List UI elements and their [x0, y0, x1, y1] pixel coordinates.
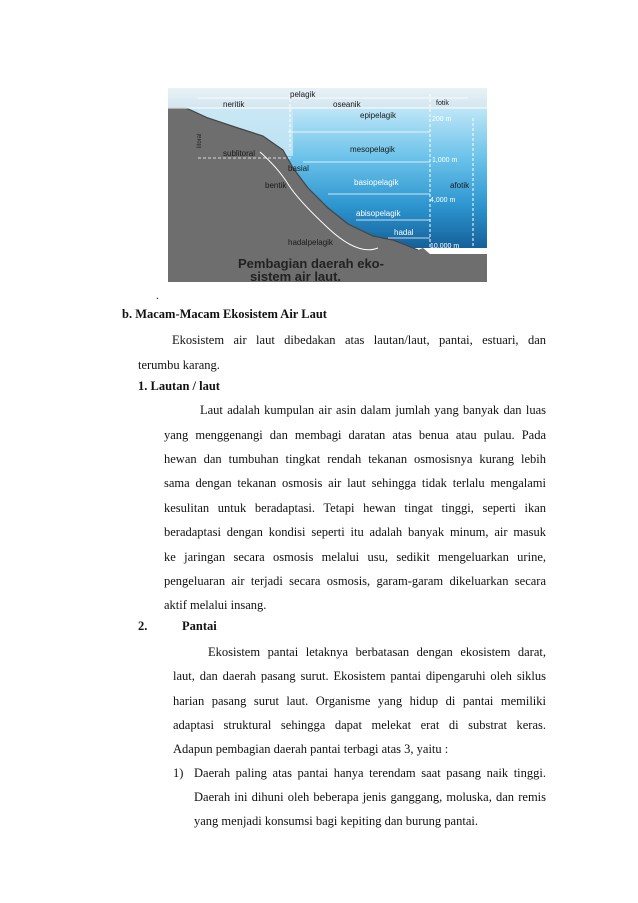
label-oseanik: oseanik: [333, 100, 361, 109]
sub1-line-8: pengeluaran air terjadi secara osmosis, garam-garam dikeluarkan secara: [164, 574, 546, 588]
sub2-item1-number: 1): [173, 766, 184, 780]
sub2-line-5: Adapun pembagian daerah pantai terbagi atas 3, yaitu :: [173, 742, 449, 756]
sub1-line-7: ke jaringan secara osmosis melalui usu, sedikit mengeluarkan urine,: [164, 550, 546, 564]
label-mesopelagik: mesopelagik: [350, 145, 395, 154]
figure-caption-line2: sistem air laut.: [250, 269, 342, 282]
label-4000m: 4,000 m: [430, 197, 456, 204]
sub2-item1-line-1: Daerah paling atas pantai hanya terendam saat pasang naik tinggi.: [194, 766, 546, 780]
sub2-number: 2.: [138, 619, 148, 633]
label-bentik: bentik: [265, 181, 287, 190]
label-hadalpelagik: hadalpelagik: [288, 238, 333, 247]
sub1-line-1: Laut adalah kumpulan air asin dalam jumlah yang banyak dan luas: [200, 403, 546, 417]
label-basial: basial: [288, 164, 309, 173]
section-b-intro-line2: terumbu karang.: [138, 358, 220, 372]
label-1000m: 1,000 m: [432, 157, 458, 164]
sub1-line-6: beradaptasi dengan kondisi seperti itu adalah banyak minum, air masuk: [164, 525, 546, 539]
label-pelagik: pelagik: [290, 90, 316, 99]
sub2-line-4: adaptasi struktural sehingga dapat melekat erat di substrat keras.: [173, 718, 546, 732]
label-basiopelagik: basiopelagik: [354, 178, 399, 187]
sub2-line-3: harian pasang surut laut. Organisme yang hidup di pantai memiliki: [173, 694, 546, 708]
label-neritik: neritik: [223, 100, 245, 109]
section-b-intro-line1: Ekosistem air laut dibedakan atas lautan/laut, pantai, estuari, dan: [172, 333, 546, 347]
label-10000m: 10,000 m: [430, 243, 460, 250]
ocean-zonation-diagram: [168, 88, 487, 282]
stray-dot: .: [156, 288, 159, 302]
label-abisopelagik: abisopelagik: [356, 209, 401, 218]
figure-caption-line1: Pembagian daerah eko-: [238, 256, 384, 271]
label-sublitoral: sublitoral: [223, 149, 256, 158]
ocean-zonation-figure: [168, 88, 487, 282]
section-b-heading: b. Macam-Macam Ekosistem Air Laut: [122, 307, 327, 321]
sub2-line-1: Ekosistem pantai letaknya berbatasan dengan ekosistem darat,: [208, 645, 546, 659]
sub2-title: Pantai: [182, 619, 217, 633]
sub1-line-9: aktif melalui insang.: [164, 598, 267, 612]
sub1-line-3: hewan dan tumbuhan tingkat rendah tekanan osmosisnya kurang lebih: [164, 452, 546, 466]
sub2-item1-line-2: Daerah ini dihuni oleh beberapa jenis ganggang, moluska, dan remis: [194, 790, 546, 804]
sub2-item1-line-3: yang menjadi konsumsi bagi kepiting dan burung pantai.: [194, 814, 478, 828]
label-litoral: litoral: [197, 133, 203, 148]
sub1-heading: 1. Lautan / laut: [138, 379, 220, 393]
label-hadal: hadal: [394, 228, 414, 237]
label-200m: 200 m: [432, 116, 452, 123]
sub2-line-2: laut, dan daerah pasang surut. Ekosistem pantai dipengaruhi oleh siklus: [173, 669, 546, 683]
sub1-line-5: kesulitan untuk beradaptasi. Tetapi hewan tingat tinggi, seperti ikan: [164, 501, 546, 515]
sub1-line-4: sama dengan tekanan osmosis air laut sehingga tidak terlalu mengalami: [164, 476, 546, 490]
label-fotik: fotik: [436, 100, 449, 107]
sub1-line-2: yang menggenangi dan membagi daratan atas benua atau pulau. Pada: [164, 428, 546, 442]
label-epipelagik: epipelagik: [360, 111, 397, 120]
label-afotik: afotik: [450, 181, 470, 190]
